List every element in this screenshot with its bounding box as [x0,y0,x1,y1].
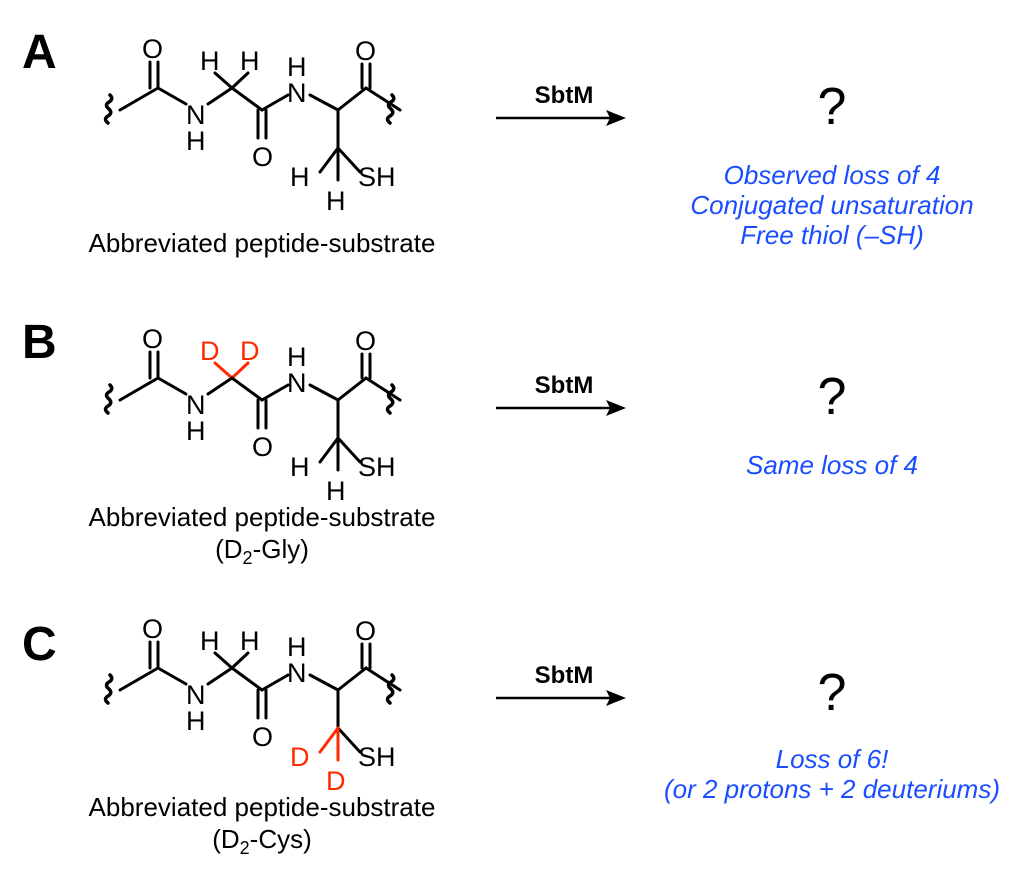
deuterium-bond [320,728,338,752]
panel-b [0,290,1024,580]
thiol-group: SH [358,162,396,192]
bond [338,378,366,400]
nitrogen-atom: N [287,78,307,108]
bond [310,385,338,400]
wavy-bond-left [106,95,112,123]
wavy-bond-right [388,675,394,703]
panel-letter: A [22,26,57,79]
reagent-label: SbtM [534,662,594,689]
gly-h1: H [200,626,220,656]
panel-c-scheme [0,580,1024,870]
oxygen-atom: O [252,142,274,172]
gly-h2: H [240,46,260,76]
amide-hydrogen: H [186,126,206,156]
observation-line: Free thiol (–SH) [740,220,924,250]
thiol-group: SH [358,452,396,482]
nitrogen-atom: N [287,368,307,398]
amide-hydrogen: H [287,52,307,82]
wavy-bond-right [388,95,394,123]
oxygen-atom: O [355,616,377,646]
bond [208,668,232,684]
nitrogen-atom: N [186,390,206,420]
bond [320,148,338,172]
bond [120,668,158,690]
caption-close: -Cys) [249,824,312,854]
oxygen-atom: O [142,34,164,64]
caption-subscript: 2 [242,548,253,568]
gly-d1: D [200,336,220,366]
bond [310,95,338,110]
substrate-caption: Abbreviated peptide-substrate [88,502,436,532]
oxygen-atom: O [142,324,164,354]
bond [338,88,366,110]
wavy-bond-left [106,675,112,703]
nitrogen-atom: N [186,680,206,710]
bond [232,88,262,110]
panel-letter: C [22,618,57,671]
bond [158,378,186,394]
bond [120,378,158,400]
caption-open: (D [215,534,243,564]
reagent-label: SbtM [534,372,594,399]
bond [208,378,232,394]
bond [338,668,366,690]
nitrogen-atom: N [186,100,206,130]
bond [262,385,288,400]
cys-h2: H [326,476,346,506]
bond [338,728,360,752]
substrate-caption: Abbreviated peptide-substrate [88,792,436,822]
cys-h1: H [290,162,310,192]
panel-a [0,0,1024,290]
caption-subscript: 2 [239,838,250,858]
bond [262,675,288,690]
bond [262,95,288,110]
observation-line: Observed loss of 4 [723,160,941,190]
amide-hydrogen: H [186,416,206,446]
observation-line: Same loss of 4 [746,450,918,480]
isotope-caption [215,534,309,568]
unknown-product: ? [817,368,847,426]
substrate-caption: Abbreviated peptide-substrate [88,228,436,258]
wavy-bond-right [388,385,394,413]
cys-h1: H [290,452,310,482]
bond [338,148,360,172]
wavy-bond-left [106,385,112,413]
thiol-group: SH [358,742,396,772]
bond [158,668,186,684]
unknown-product: ? [817,664,847,722]
panel-b-scheme [0,290,1024,580]
oxygen-atom: O [355,36,377,66]
observation-line: (or 2 protons + 2 deuteriums) [664,774,1000,804]
oxygen-atom: O [355,326,377,356]
panel-letter: B [22,316,57,369]
caption-close: -Gly) [252,534,309,564]
bond [158,88,186,104]
gly-d2: D [240,336,260,366]
cys-d1: D [290,742,310,772]
amide-hydrogen: H [287,342,307,372]
bond [338,438,360,462]
amide-hydrogen: H [186,706,206,736]
unknown-product: ? [817,78,847,136]
cys-h2: H [326,186,346,216]
caption-open: (D [212,824,240,854]
panel-c [0,580,1024,870]
isotope-caption [212,824,312,858]
oxygen-atom: O [252,722,274,752]
bond [120,88,158,110]
oxygen-atom: O [252,432,274,462]
bond [310,675,338,690]
gly-h1: H [200,46,220,76]
cys-d2: D [326,766,346,796]
panel-a-scheme [0,0,1024,290]
observation-line: Loss of 6! [775,744,889,774]
gly-h2: H [240,626,260,656]
nitrogen-atom: N [287,658,307,688]
oxygen-atom: O [142,614,164,644]
observation-line: Conjugated unsaturation [690,190,974,220]
bond [232,668,262,690]
bond [208,88,232,104]
reagent-label: SbtM [534,82,594,109]
bond [320,438,338,462]
bond [232,378,262,400]
amide-hydrogen: H [287,632,307,662]
